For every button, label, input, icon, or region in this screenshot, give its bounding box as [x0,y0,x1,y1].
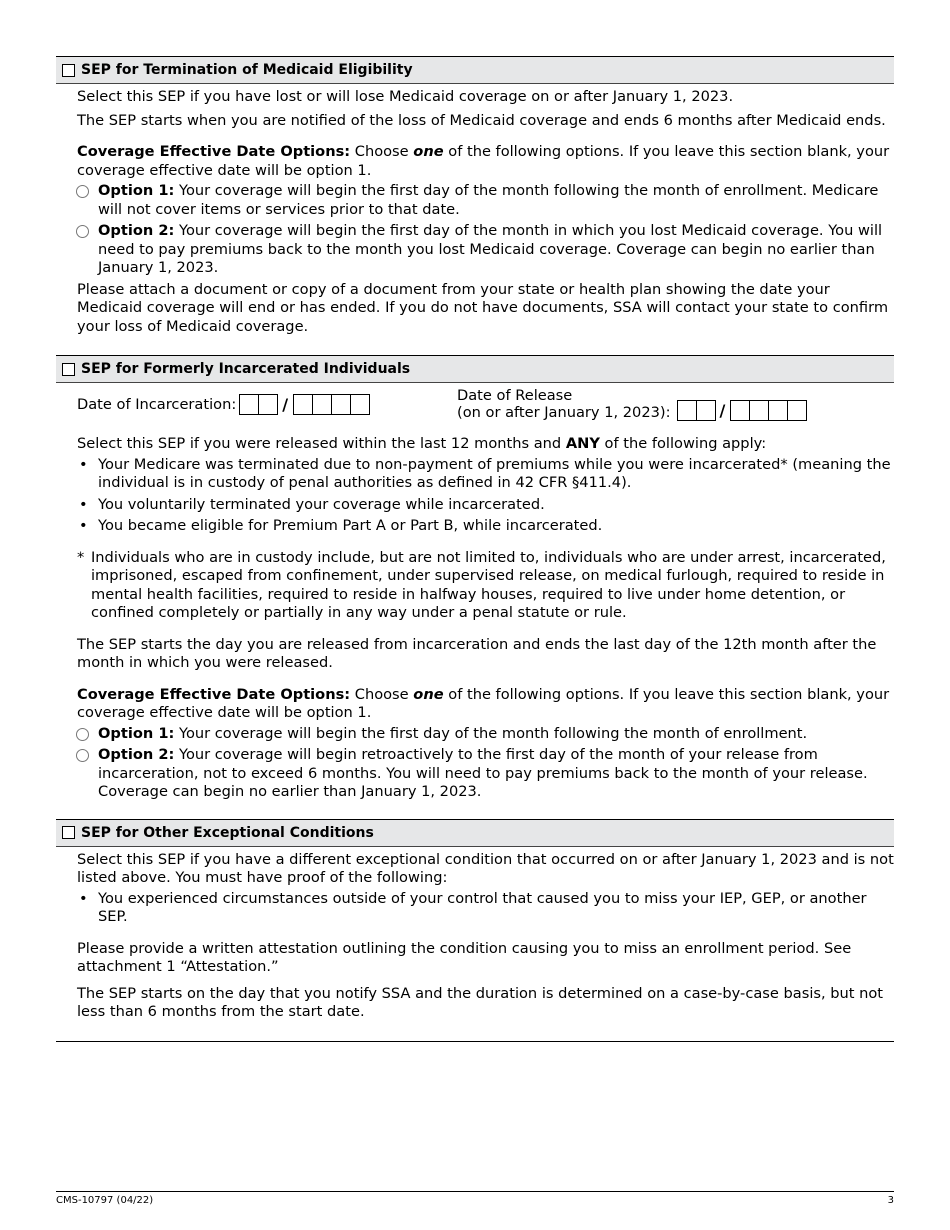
section-header [56,57,894,84]
option-1-radio[interactable] [76,728,89,741]
release-date-group: Date of Release (on or after January 1, 2023): / [457,387,806,421]
section-header [56,356,894,383]
list-item: • You became eligible for Premium Part A or Part B, while incarcerated. [77,517,894,536]
incarceration-year-field[interactable] [293,394,369,415]
option-1: Option 1: Your coverage will begin the first day of the month following the month of enrollment. Medicare will not cover items or services prior to that date. [77,182,894,219]
section-header [56,820,894,847]
paragraph: Please attach a document or copy of a document from your state or health plan showing the date your Medicaid coverage will end or has ended. If you do not have documents, SSA will contact your state to confirm your loss of Medicaid coverage. [77,280,889,335]
paragraph: Select this SEP if you were released within the last 12 months and ANY of the following apply: [77,435,767,452]
section-exceptional-conditions [56,819,894,1041]
release-month-field[interactable] [677,400,715,421]
paragraph: Select this SEP if you have lost or will lose Medicaid coverage on or after January 1, 2023. [77,88,734,105]
section-formerly-incarcerated [56,355,894,819]
option-1: Option 1: Your coverage will begin the first day of the month following the month of enrollment. [77,725,894,744]
release-year-field[interactable] [730,400,806,421]
list-item: • You voluntarily terminated your coverage while incarcerated. [77,496,894,515]
section-title: SEP for Formerly Incarcerated Individuals [81,361,411,377]
coverage-options-intro: Coverage Effective Date Options: Choose one of the following options. If you leave this section blank, your coverage effective date will be option 1. [77,685,890,721]
paragraph: The SEP starts the day you are released from incarceration and ends the last day of the 12th month after the month in which you were released. [77,635,877,671]
incarceration-month-field[interactable] [239,394,277,415]
option-2: Option 2: Your coverage will begin the first day of the month in which you lost Medicaid coverage. You will need to pay premiums back to the month you lost Medicaid coverage. Coverage can begin no earlier than January 1, 2023. [77,222,894,278]
list-item: • You experienced circumstances outside of your control that caused you to miss your IEP, GEP, or another SEP. [77,890,894,927]
sep-exceptional-checkbox[interactable] [62,826,75,839]
paragraph: Select this SEP if you have a different exceptional condition that occurred on or after January 1, 2023 and is not listed above. You must have proof of the following: [77,850,894,886]
page-footer [56,1191,894,1206]
option-2-radio[interactable] [76,749,89,762]
section-title: SEP for Other Exceptional Conditions [81,824,374,841]
option-1-radio[interactable] [76,185,89,198]
paragraph: Please provide a written attestation outlining the condition causing you to miss an enrollment period. See attachment 1 “Attestation.” [77,939,852,975]
section-title: SEP for Termination of Medicaid Eligibility [81,62,413,78]
section-end-rule [56,1041,894,1042]
page-number: 3 [887,1195,894,1206]
form-page [56,56,894,1042]
incarceration-date-label: Date of Incarceration: [77,396,237,413]
paragraph: The SEP starts on the day that you notify SSA and the duration is determined on a case-by-case basis, but not less than 6 months from the start date. [77,984,884,1020]
form-id: CMS-10797 (04/22) [56,1195,154,1206]
option-2-radio[interactable] [76,225,89,238]
coverage-options-intro: Coverage Effective Date Options: Choose one of the following options. If you leave this section blank, your coverage effective date will be option 1. [77,143,890,179]
option-2: Option 2: Your coverage will begin retroactively to the first day of the month of your release from incarceration, not to exceed 6 months. You will need to pay premiums back to the month of your release. Coverage can begin no earlier than January 1, 2023. [77,746,894,802]
release-date-label: Date of Release (on or after January 1, 2023): [457,387,671,421]
section-medicaid-termination [56,56,894,355]
conditions-list [77,890,894,927]
custody-footnote: * Individuals who are in custody include, but are not limited to, individuals who are under arrest, incarcerated, imprisoned, escaped from confinement, under supervised release, on medical furlough, required to reside in mental health facilities, required to reside in halfway houses, required to live under home detention, or confined completely or partially in any way under a penal statute or rule. [77,548,886,621]
paragraph: The SEP starts when you are notified of the loss of Medicaid coverage and ends 6 months after Medicaid ends. [77,111,886,129]
conditions-list [77,456,894,536]
incarceration-date-group: Date of Incarceration: / [77,394,457,415]
list-item: • Your Medicare was terminated due to non-payment of premiums while you were incarcerated* (meaning the individual is in custody of penal authorities as defined in 42 CFR §411.4). [77,456,894,493]
sep-medicaid-checkbox[interactable] [62,64,75,77]
sep-incarcerated-checkbox[interactable] [62,363,75,376]
date-fields-row [77,383,894,425]
